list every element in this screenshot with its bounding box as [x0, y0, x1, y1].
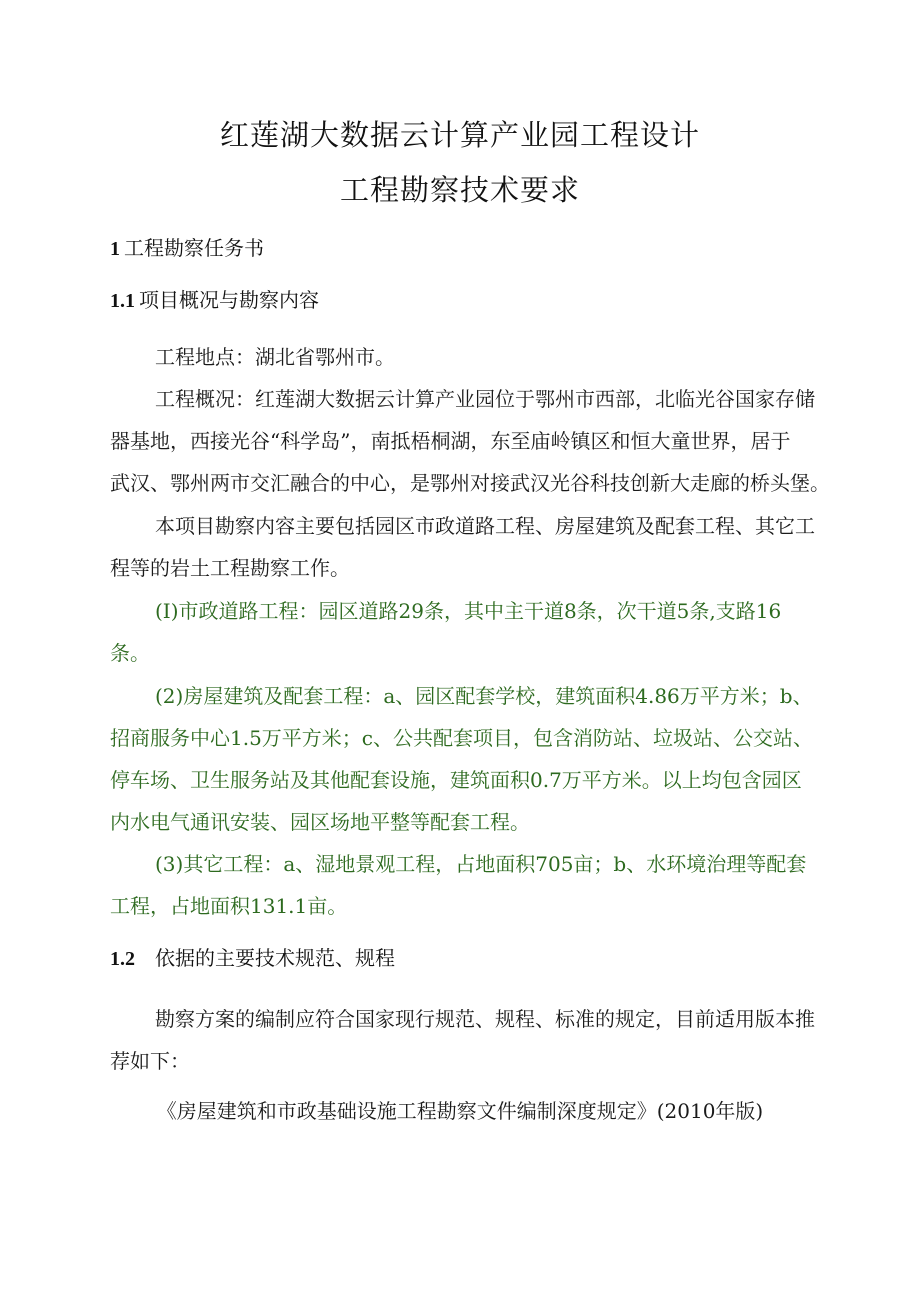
- text-line: 内水电气通讯安装、园区场地平整等配套工程。: [110, 810, 530, 834]
- text-line: 工程地点：湖北省鄂州市。: [155, 345, 395, 369]
- paragraph-scope: [110, 505, 815, 589]
- paragraph-item-1-roads: [110, 590, 815, 674]
- text-line: 条。: [110, 641, 150, 665]
- text-line: 程等的岩土工程勘察工作。: [110, 556, 350, 580]
- text-line: 本项目勘察内容主要包括园区市政道路工程、房屋建筑及配套工程、其它工: [155, 514, 815, 538]
- text-line: (I)市政道路工程：园区道路29条，其中主干道8条，次干道5条,支路16: [155, 599, 782, 623]
- paragraph-overview: [110, 378, 830, 504]
- text-line: (2)房屋建筑及配套工程：a、园区配套学校，建筑面积4.86万平方米；b、: [155, 684, 813, 708]
- document-title-line1: 红莲湖大数据云计算产业园工程设计: [219, 118, 700, 152]
- section-number: 1.2: [110, 948, 135, 970]
- text-line: 勘察方案的编制应符合国家现行规范、规程、标准的规定，目前适用版本推: [155, 1007, 815, 1031]
- section-label: 依据的主要技术规范、规程: [155, 946, 395, 970]
- text-line: 武汉、鄂州两市交汇融合的中心，是鄂州对接武汉光谷科技创新大走廊的桥头堡。: [110, 471, 830, 495]
- paragraph-item-3-other: [110, 843, 815, 927]
- text-line: 工程概况：红莲湖大数据云计算产业园位于鄂州市西部，北临光谷国家存储: [155, 387, 815, 411]
- paragraph-location: [110, 336, 815, 378]
- section-label: 项目概况与勘察内容: [139, 288, 319, 312]
- text-line: 荐如下：: [110, 1049, 190, 1073]
- reference-standard: 《房屋建筑和市政基础设施工程勘察文件编制深度规定》(2010年版): [156, 1099, 764, 1123]
- section-number: 1.1: [110, 290, 135, 312]
- text-line: (3)其它工程：a、湿地景观工程，占地面积705亩；b、水环境治理等配套: [155, 852, 807, 876]
- document-title-line2: 工程勘察技术要求: [339, 173, 580, 207]
- section-heading-1: [110, 232, 264, 261]
- paragraph-basis: [110, 998, 815, 1082]
- text-line: 停车场、卫生服务站及其他配套设施，建筑面积0.7万平方米。以上均包含园区: [110, 768, 802, 792]
- section-heading-1-1: [110, 284, 319, 313]
- text-line: 招商服务中心1.5万平方米；c、公共配套项目，包含消防站、垃圾站、公交站、: [110, 726, 814, 750]
- section-heading-1-2: [110, 942, 395, 971]
- section-number: 1: [110, 238, 120, 260]
- text-line: 器基地，西接光谷“科学岛”，南抵梧桐湖，东至庙岭镇区和恒大童世界，居于: [110, 429, 791, 453]
- section-label: 工程勘察任务书: [124, 236, 264, 260]
- paragraph-item-2-buildings: [110, 675, 815, 843]
- text-line: 工程，占地面积131.1亩。: [110, 894, 348, 918]
